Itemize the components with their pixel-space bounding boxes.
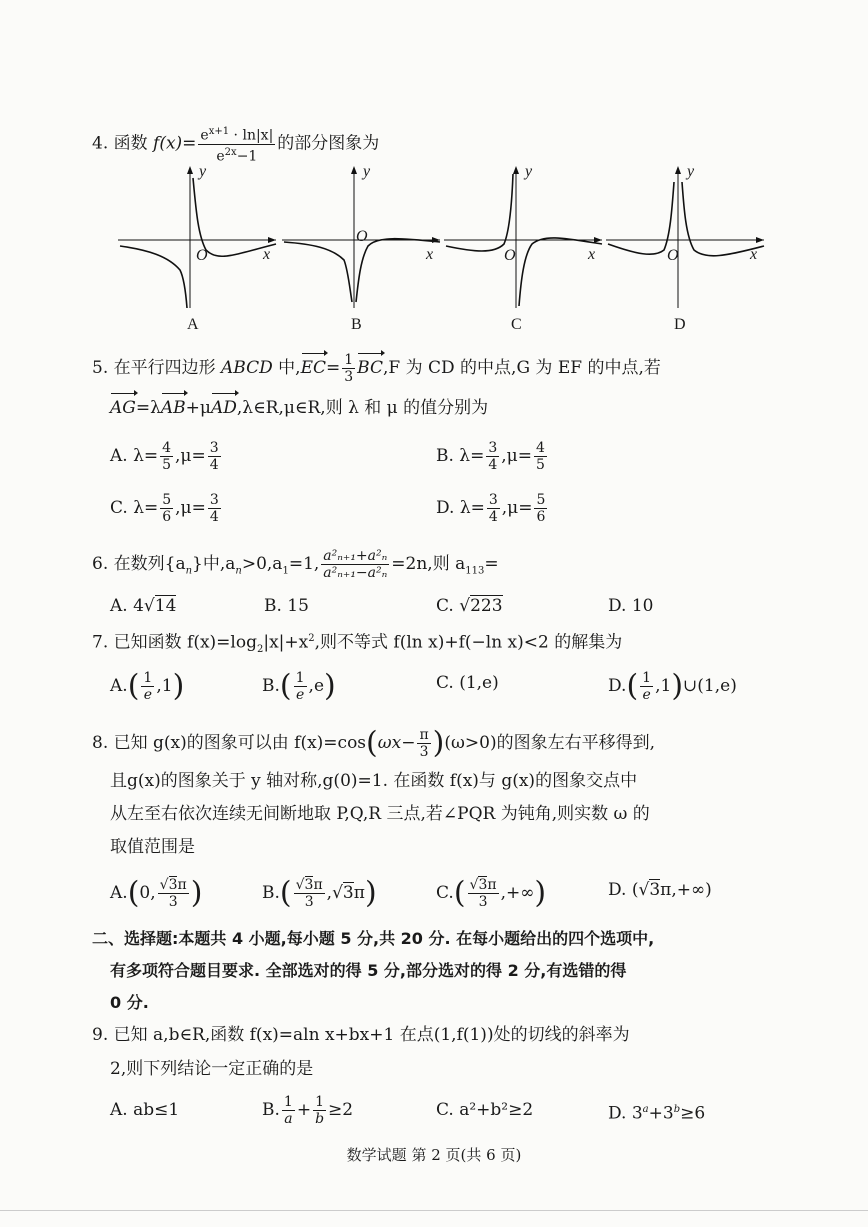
graph-a — [118, 160, 280, 310]
q9-option-b: B. $\frac{1}{a}$ + $\frac{1}{b}$ ≥2 — [262, 1094, 354, 1127]
q6-option-b: B. 15 — [264, 596, 309, 616]
axis-x-label: x — [750, 246, 758, 263]
axis-y-label: y — [525, 163, 533, 180]
origin-label: O — [667, 247, 679, 264]
q8-stem-line4: 取值范围是 — [110, 837, 195, 857]
graph-label-d: D — [674, 316, 686, 333]
section2-heading-line1: 二、选择题:本题共 4 小题,每小题 5 分,共 20 分. 在每小题给出的四个选项中, — [92, 929, 655, 948]
page-footer: 数学试题 第 2 页(共 6 页) — [346, 1146, 522, 1164]
graph-label-b: B — [351, 316, 362, 333]
q8-option-a: A.(0, $\frac{√3\pi}{3}$ ) — [110, 875, 203, 911]
q6-option-a: A. 4√14 — [110, 596, 177, 616]
q5-stem-line2: AG=λAB+μAD,λ∈R,μ∈R,则 λ 和 μ 的值分别为 — [110, 398, 489, 418]
origin-label: O — [356, 228, 368, 245]
q9-stem-line1: 9. 已知 a,b∈R,函数 f(x)=aln x+bx+1 在点(1,f(1))处的切线的斜率为 — [92, 1025, 630, 1045]
axis-x-label: x — [263, 246, 271, 263]
graph-c — [444, 160, 606, 310]
q5-option-c: C. λ= $\frac{5}{6}$ ,μ= $\frac{3}{4}$ — [110, 492, 219, 525]
graph-d — [606, 160, 768, 310]
axis-y-label: y — [363, 163, 371, 180]
q4-stem: 4. 函数 f(x)= $\frac{e^{x+1} \cdot \ln|x|}{e^{2x}-1}$ 的部分图象为 — [92, 126, 380, 165]
q7-option-a: A.( $\frac{1}{e}$ ,1) — [110, 668, 185, 704]
graph-label-a: A — [187, 316, 199, 333]
q7-stem: 7. 已知函数 $f(x)=\log_2|x|+x^2$,则不等式 f(ln x)+f(−ln x)<2 的解集为 — [92, 632, 623, 656]
q8-stem-line3: 从左至右依次连续无间断地取 P,Q,R 三点,若∠PQR 为钝角,则实数 ω 的 — [110, 804, 650, 824]
axis-x-label: x — [426, 246, 434, 263]
q7-option-c: C. (1,e) — [436, 673, 499, 693]
q5-stem-line1: 5. 在平行四边形 ABCD 中,EC= $\frac{1}{3}$ BC,F 为 CD 的中点,G 为 EF 的中点,若 — [92, 352, 661, 385]
q6-stem: 6. 在数列$\{a_n\}$中$,a_n>0,a_1=1$, $\frac{\text{a²ₙ₊₁+a²ₙ}}{\text{a²ₙ₊₁−a²ₙ}}$ =2n,则 $a_{113}=$ — [92, 548, 499, 581]
q5-option-d: D. λ= $\frac{3}{4}$ ,μ= $\frac{5}{6}$ — [436, 492, 546, 525]
q5-option-a: A. λ= $\frac{4}{5}$ ,μ= $\frac{3}{4}$ — [110, 440, 219, 473]
q8-option-d: D. (√3π,+∞) — [608, 880, 712, 900]
q7-option-d: D.( $\frac{1}{e}$ ,1)∪(1,e) — [608, 668, 737, 704]
q9-option-c: C. a²+b²≥2 — [436, 1100, 534, 1120]
q8-stem-line2: 且g(x)的图象关于 y 轴对称,g(0)=1. 在函数 f(x)与 g(x)的图象交点中 — [110, 771, 638, 791]
axis-x-label: x — [588, 246, 596, 263]
origin-label: O — [504, 247, 516, 264]
graph-label-c: C — [511, 316, 522, 333]
q8-stem-line1: 8. 已知 g(x)的图象可以由 f(x)=cos(ωx− $\frac{\pi}{3}$ )(ω>0)的图象左右平移得到, — [92, 725, 655, 761]
q7-option-b: B.( $\frac{1}{e}$ ,e) — [262, 668, 336, 704]
axis-y-label: y — [199, 163, 207, 180]
q8-option-b: B.( $\frac{√3\pi}{3}$ ,√3π) — [262, 875, 377, 911]
q9-option-d: D. $3^a+3^b\ge 6$ — [608, 1103, 706, 1124]
q6-option-c: C. √223 — [436, 596, 503, 616]
origin-label: O — [196, 247, 208, 264]
section2-heading-line2: 有多项符合题目要求. 全部选对的得 5 分,部分选对的得 2 分,有选错的得 — [110, 961, 627, 980]
section2-heading-line3: 0 分. — [110, 993, 149, 1012]
q9-stem-line2: 2,则下列结论一定正确的是 — [110, 1059, 314, 1079]
q9-option-a: A. ab≤1 — [110, 1100, 180, 1120]
axis-y-label: y — [687, 163, 695, 180]
q8-option-c: C.( $\frac{√3\pi}{3}$ ,+∞) — [436, 875, 547, 911]
q5-option-b: B. λ= $\frac{3}{4}$ ,μ= $\frac{4}{5}$ — [436, 440, 545, 473]
q6-option-d: D. 10 — [608, 596, 654, 616]
page-edge-divider — [0, 1210, 868, 1211]
